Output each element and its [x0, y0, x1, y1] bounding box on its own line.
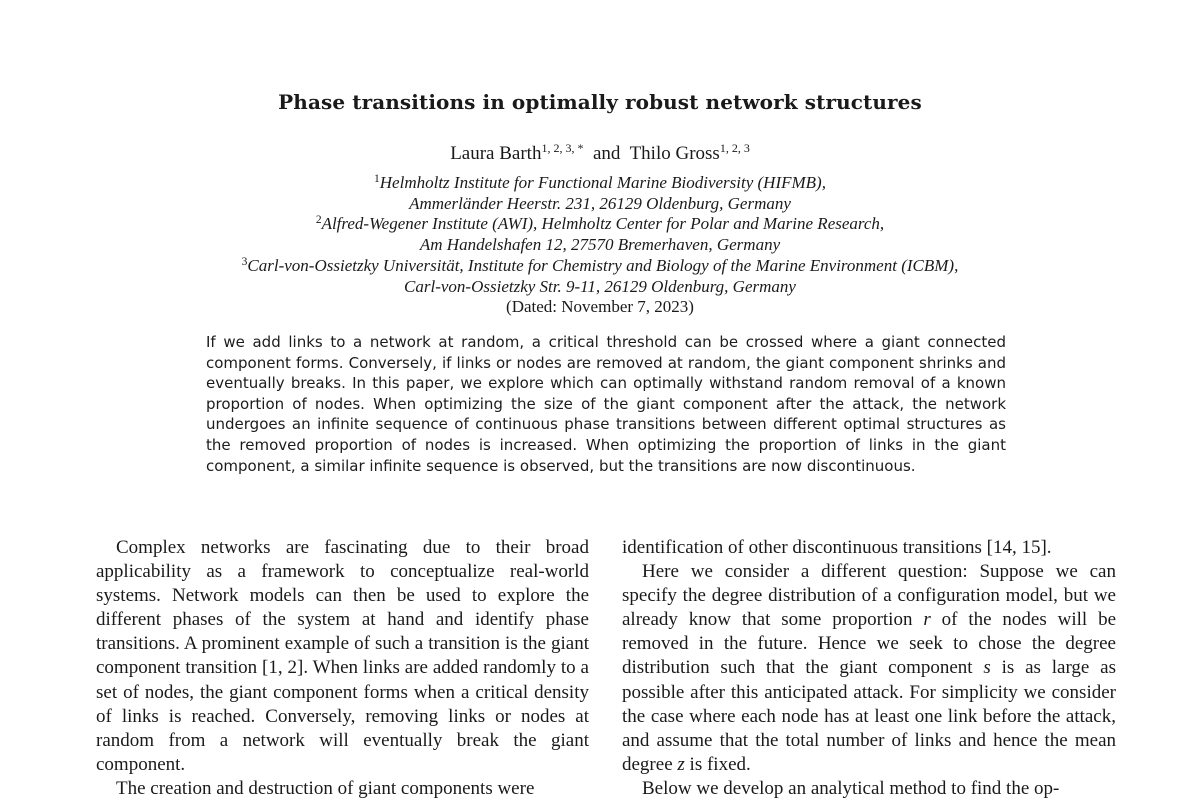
paper-title: Phase transitions in optimally robust network structures — [278, 90, 922, 114]
abstract: If we add links to a network at random, a critical threshold can be crossed where a giant connected component forms. Conversely, if links or nodes are removed at random, the giant component shrinks and eventually breaks. In this paper, we explore which can optimally withstand random removal of a known proportion of nodes. When optimizing the size of the giant component after the attack, the network undergoes an infinite sequence of continuous phase transitions between different optimal structures as the removed proportion of nodes is increased. When optimizing the proportion of links in the giant component, a similar infinite sequence is observed, but the transitions are now discontinuous. — [206, 333, 1006, 475]
math-variable: s — [983, 657, 991, 679]
affiliation-line: Carl-von-Ossietzky Str. 9-11, 26129 Oldenburg, Germany — [404, 276, 796, 296]
affiliation-line: $^1$Helmholtz Institute for Functional Marine Biodiversity (HIFMB), — [374, 173, 826, 192]
author-affiliation-marks: 1, 2, 3 — [719, 141, 750, 155]
affiliation-block — [0, 173, 1200, 318]
author-name: Laura Barth — [450, 143, 542, 164]
author-name: Thilo Gross — [629, 143, 720, 164]
dated-line: (Dated: November 7, 2023) — [506, 297, 694, 317]
body-paragraph: Here we consider a different question: Suppose we can specify the degree distribution of a configuration model, but we already know that some proportion r of the nodes will be removed in the future. Hence we seek to chose the degree distribution such that the giant component s is as large as possible after this anticipated attack. For simplicity we consider the case where each node has at least one link before the attack, and assume that the total number of links and hence the mean degree z is fixed. — [622, 561, 1117, 775]
author-joiner: and — [592, 143, 621, 164]
affiliation-number: 1 — [374, 173, 380, 185]
body-column-right — [622, 536, 1116, 801]
affiliation-number: 3 — [241, 255, 248, 268]
math-variable: z — [677, 753, 685, 775]
affiliation-line: Am Handelshafen 12, 27570 Bremerhaven, Germany — [419, 235, 781, 255]
author-list — [0, 143, 1200, 165]
affiliation-line: $^3$Carl-von-Ossietzky Universität, Institute for Chemistry and Biology of the Marine Environment (ICBM), — [241, 255, 959, 275]
body-paragraph: identification of other discontinuous transitions [14, 15]. — [622, 537, 1052, 558]
body-paragraph: Complex networks are fascinating due to their broad applicability as a framework to conceptualize real-world systems. Network models can then be used to explore the different phases of the system at hand and identify phase transitions. A prominent example of such a transition is the giant component transition [1, 2]. When links are added randomly to a set of nodes, the giant component forms when a critical density of links is reached. Conversely, removing links or nodes at random from a network will eventually break the giant component. — [96, 537, 589, 775]
body-column-left — [96, 536, 589, 801]
affiliation-number: 2 — [315, 214, 322, 227]
author-affiliation-marks: 1, 2, 3, * — [541, 141, 584, 155]
affiliation-line: Ammerländer Heerstr. 231, 26129 Oldenburg, Germany — [409, 193, 791, 213]
math-variable: r — [923, 609, 931, 631]
body-paragraph: Below we develop an analytical method to find the op- — [642, 777, 1060, 799]
body-paragraph: The creation and destruction of giant components were — [116, 777, 535, 799]
affiliation-line: $^2$Alfred-Wegener Institute (AWI), Helmholtz Center for Polar and Marine Research, — [315, 214, 885, 234]
